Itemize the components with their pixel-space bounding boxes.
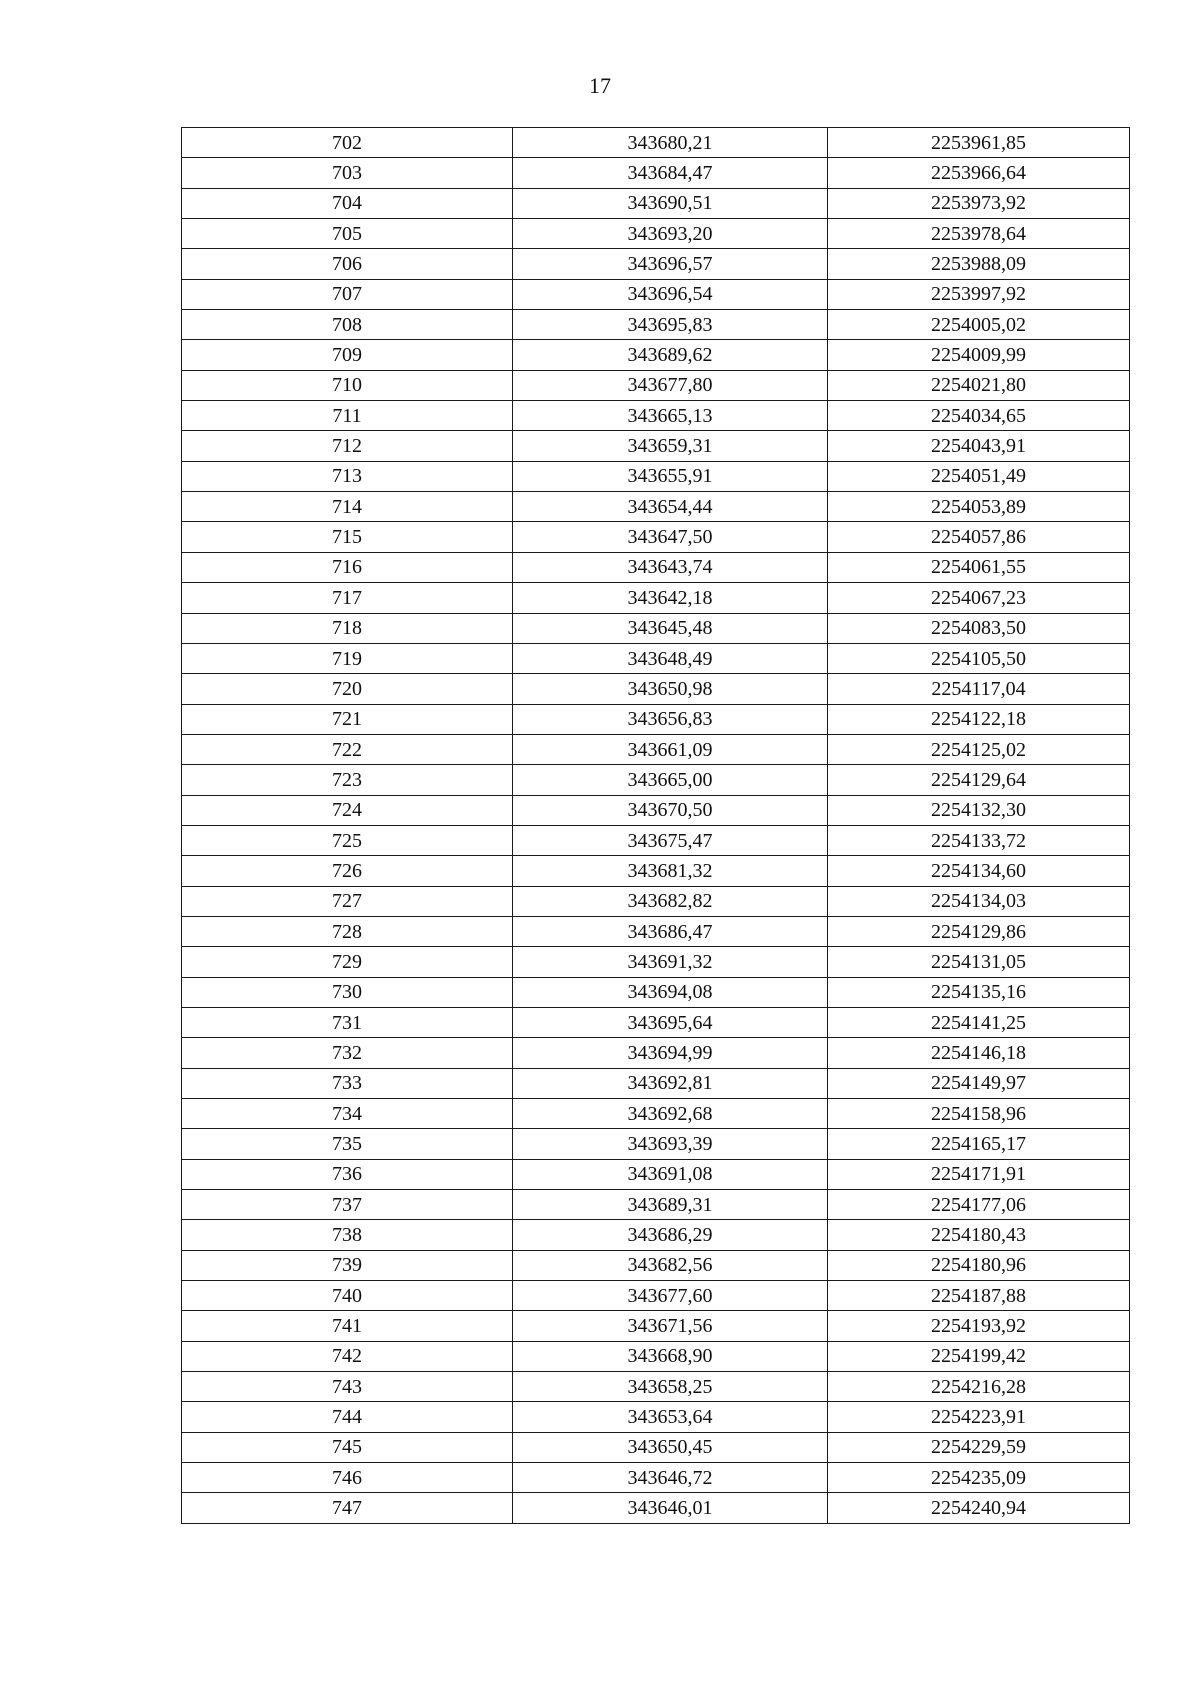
- y-coordinate-cell: 2254135,16: [828, 977, 1130, 1007]
- table-row: [182, 1402, 1130, 1432]
- x-coordinate-cell: 343658,25: [513, 1372, 828, 1402]
- y-coordinate-cell: 2253988,09: [828, 249, 1130, 279]
- table-row: [182, 856, 1130, 886]
- y-coordinate-cell: 2253961,85: [828, 128, 1130, 158]
- table-row: [182, 886, 1130, 916]
- table-row: [182, 249, 1130, 279]
- y-coordinate-cell: 2254180,96: [828, 1250, 1130, 1280]
- x-coordinate-cell: 343695,64: [513, 1007, 828, 1037]
- x-coordinate-cell: 343675,47: [513, 825, 828, 855]
- table-row: [182, 461, 1130, 491]
- y-coordinate-cell: 2254193,92: [828, 1311, 1130, 1341]
- coordinates-table-body: [182, 128, 1130, 1524]
- y-coordinate-cell: 2254223,91: [828, 1402, 1130, 1432]
- table-row: [182, 188, 1130, 218]
- y-coordinate-cell: 2254235,09: [828, 1463, 1130, 1493]
- x-coordinate-cell: 343693,39: [513, 1129, 828, 1159]
- x-coordinate-cell: 343696,54: [513, 279, 828, 309]
- point-number-cell: 703: [182, 158, 513, 188]
- x-coordinate-cell: 343680,21: [513, 128, 828, 158]
- y-coordinate-cell: 2254134,03: [828, 886, 1130, 916]
- point-number-cell: 731: [182, 1007, 513, 1037]
- point-number-cell: 719: [182, 643, 513, 673]
- table-row: [182, 1190, 1130, 1220]
- table-row: [182, 583, 1130, 613]
- table-row: [182, 1341, 1130, 1371]
- point-number-cell: 714: [182, 492, 513, 522]
- point-number-cell: 723: [182, 765, 513, 795]
- table-row: [182, 825, 1130, 855]
- point-number-cell: 736: [182, 1159, 513, 1189]
- y-coordinate-cell: 2254067,23: [828, 583, 1130, 613]
- x-coordinate-cell: 343646,01: [513, 1493, 828, 1523]
- table-row: [182, 401, 1130, 431]
- y-coordinate-cell: 2254125,02: [828, 734, 1130, 764]
- y-coordinate-cell: 2254177,06: [828, 1190, 1130, 1220]
- y-coordinate-cell: 2254134,60: [828, 856, 1130, 886]
- point-number-cell: 718: [182, 613, 513, 643]
- y-coordinate-cell: 2254105,50: [828, 643, 1130, 673]
- point-number-cell: 721: [182, 704, 513, 734]
- y-coordinate-cell: 2254146,18: [828, 1038, 1130, 1068]
- point-number-cell: 747: [182, 1493, 513, 1523]
- y-coordinate-cell: 2254132,30: [828, 795, 1130, 825]
- table-row: [182, 340, 1130, 370]
- x-coordinate-cell: 343677,60: [513, 1281, 828, 1311]
- point-number-cell: 733: [182, 1068, 513, 1098]
- x-coordinate-cell: 343691,08: [513, 1159, 828, 1189]
- y-coordinate-cell: 2254043,91: [828, 431, 1130, 461]
- x-coordinate-cell: 343659,31: [513, 431, 828, 461]
- x-coordinate-cell: 343681,32: [513, 856, 828, 886]
- y-coordinate-cell: 2254199,42: [828, 1341, 1130, 1371]
- y-coordinate-cell: 2254133,72: [828, 825, 1130, 855]
- x-coordinate-cell: 343648,49: [513, 643, 828, 673]
- point-number-cell: 727: [182, 886, 513, 916]
- y-coordinate-cell: 2254005,02: [828, 310, 1130, 340]
- table-row: [182, 158, 1130, 188]
- table-row: [182, 1432, 1130, 1462]
- table-row: [182, 1099, 1130, 1129]
- point-number-cell: 734: [182, 1099, 513, 1129]
- y-coordinate-cell: 2254057,86: [828, 522, 1130, 552]
- y-coordinate-cell: 2254180,43: [828, 1220, 1130, 1250]
- point-number-cell: 711: [182, 401, 513, 431]
- x-coordinate-cell: 343682,56: [513, 1250, 828, 1280]
- table-row: [182, 1129, 1130, 1159]
- y-coordinate-cell: 2254083,50: [828, 613, 1130, 643]
- x-coordinate-cell: 343654,44: [513, 492, 828, 522]
- x-coordinate-cell: 343671,56: [513, 1311, 828, 1341]
- x-coordinate-cell: 343686,29: [513, 1220, 828, 1250]
- y-coordinate-cell: 2254034,65: [828, 401, 1130, 431]
- point-number-cell: 729: [182, 947, 513, 977]
- x-coordinate-cell: 343642,18: [513, 583, 828, 613]
- point-number-cell: 716: [182, 552, 513, 582]
- x-coordinate-cell: 343647,50: [513, 522, 828, 552]
- point-number-cell: 715: [182, 522, 513, 552]
- table-row: [182, 370, 1130, 400]
- y-coordinate-cell: 2254141,25: [828, 1007, 1130, 1037]
- table-row: [182, 310, 1130, 340]
- table-row: [182, 1463, 1130, 1493]
- point-number-cell: 717: [182, 583, 513, 613]
- point-number-cell: 710: [182, 370, 513, 400]
- x-coordinate-cell: 343696,57: [513, 249, 828, 279]
- x-coordinate-cell: 343643,74: [513, 552, 828, 582]
- point-number-cell: 706: [182, 249, 513, 279]
- x-coordinate-cell: 343650,45: [513, 1432, 828, 1462]
- table-row: [182, 947, 1130, 977]
- table-row: [182, 704, 1130, 734]
- y-coordinate-cell: 2253978,64: [828, 219, 1130, 249]
- point-number-cell: 712: [182, 431, 513, 461]
- point-number-cell: 739: [182, 1250, 513, 1280]
- x-coordinate-cell: 343661,09: [513, 734, 828, 764]
- x-coordinate-cell: 343665,00: [513, 765, 828, 795]
- x-coordinate-cell: 343693,20: [513, 219, 828, 249]
- table-row: [182, 734, 1130, 764]
- point-number-cell: 744: [182, 1402, 513, 1432]
- x-coordinate-cell: 343646,72: [513, 1463, 828, 1493]
- x-coordinate-cell: 343665,13: [513, 401, 828, 431]
- y-coordinate-cell: 2254240,94: [828, 1493, 1130, 1523]
- table-row: [182, 643, 1130, 673]
- x-coordinate-cell: 343645,48: [513, 613, 828, 643]
- table-row: [182, 977, 1130, 1007]
- table-row: [182, 1159, 1130, 1189]
- table-row: [182, 795, 1130, 825]
- x-coordinate-cell: 343695,83: [513, 310, 828, 340]
- point-number-cell: 726: [182, 856, 513, 886]
- x-coordinate-cell: 343677,80: [513, 370, 828, 400]
- y-coordinate-cell: 2254061,55: [828, 552, 1130, 582]
- point-number-cell: 735: [182, 1129, 513, 1159]
- point-number-cell: 722: [182, 734, 513, 764]
- table-row: [182, 1493, 1130, 1523]
- x-coordinate-cell: 343650,98: [513, 674, 828, 704]
- point-number-cell: 707: [182, 279, 513, 309]
- point-number-cell: 720: [182, 674, 513, 704]
- table-row: [182, 492, 1130, 522]
- table-row: [182, 1007, 1130, 1037]
- table-row: [182, 1250, 1130, 1280]
- table-row: [182, 522, 1130, 552]
- table-row: [182, 1372, 1130, 1402]
- y-coordinate-cell: 2254149,97: [828, 1068, 1130, 1098]
- table-row: [182, 279, 1130, 309]
- y-coordinate-cell: 2254129,86: [828, 916, 1130, 946]
- y-coordinate-cell: 2253973,92: [828, 188, 1130, 218]
- x-coordinate-cell: 343653,64: [513, 1402, 828, 1432]
- y-coordinate-cell: 2254158,96: [828, 1099, 1130, 1129]
- point-number-cell: 741: [182, 1311, 513, 1341]
- x-coordinate-cell: 343694,08: [513, 977, 828, 1007]
- table-row: [182, 674, 1130, 704]
- table-row: [182, 1038, 1130, 1068]
- point-number-cell: 737: [182, 1190, 513, 1220]
- point-number-cell: 730: [182, 977, 513, 1007]
- y-coordinate-cell: 2254053,89: [828, 492, 1130, 522]
- x-coordinate-cell: 343668,90: [513, 1341, 828, 1371]
- y-coordinate-cell: 2254129,64: [828, 765, 1130, 795]
- point-number-cell: 746: [182, 1463, 513, 1493]
- x-coordinate-cell: 343689,31: [513, 1190, 828, 1220]
- point-number-cell: 732: [182, 1038, 513, 1068]
- point-number-cell: 702: [182, 128, 513, 158]
- table-row: [182, 431, 1130, 461]
- y-coordinate-cell: 2254117,04: [828, 674, 1130, 704]
- x-coordinate-cell: 343686,47: [513, 916, 828, 946]
- y-coordinate-cell: 2254171,91: [828, 1159, 1130, 1189]
- y-coordinate-cell: 2254051,49: [828, 461, 1130, 491]
- table-row: [182, 1311, 1130, 1341]
- table-row: [182, 1281, 1130, 1311]
- y-coordinate-cell: 2254122,18: [828, 704, 1130, 734]
- point-number-cell: 704: [182, 188, 513, 218]
- table-row: [182, 552, 1130, 582]
- table-row: [182, 765, 1130, 795]
- point-number-cell: 708: [182, 310, 513, 340]
- x-coordinate-cell: 343670,50: [513, 795, 828, 825]
- point-number-cell: 713: [182, 461, 513, 491]
- point-number-cell: 738: [182, 1220, 513, 1250]
- point-number-cell: 705: [182, 219, 513, 249]
- point-number-cell: 740: [182, 1281, 513, 1311]
- x-coordinate-cell: 343655,91: [513, 461, 828, 491]
- page-number: 17: [589, 73, 611, 98]
- table-row: [182, 128, 1130, 158]
- x-coordinate-cell: 343682,82: [513, 886, 828, 916]
- y-coordinate-cell: 2253966,64: [828, 158, 1130, 188]
- y-coordinate-cell: 2254009,99: [828, 340, 1130, 370]
- table-row: [182, 1220, 1130, 1250]
- point-number-cell: 724: [182, 795, 513, 825]
- table-row: [182, 219, 1130, 249]
- y-coordinate-cell: 2253997,92: [828, 279, 1130, 309]
- point-number-cell: 743: [182, 1372, 513, 1402]
- y-coordinate-cell: 2254165,17: [828, 1129, 1130, 1159]
- point-number-cell: 745: [182, 1432, 513, 1462]
- table-row: [182, 613, 1130, 643]
- table-row: [182, 1068, 1130, 1098]
- point-number-cell: 709: [182, 340, 513, 370]
- y-coordinate-cell: 2254229,59: [828, 1432, 1130, 1462]
- x-coordinate-cell: 343691,32: [513, 947, 828, 977]
- x-coordinate-cell: 343690,51: [513, 188, 828, 218]
- x-coordinate-cell: 343684,47: [513, 158, 828, 188]
- y-coordinate-cell: 2254021,80: [828, 370, 1130, 400]
- table-row: [182, 916, 1130, 946]
- x-coordinate-cell: 343689,62: [513, 340, 828, 370]
- point-number-cell: 725: [182, 825, 513, 855]
- y-coordinate-cell: 2254131,05: [828, 947, 1130, 977]
- y-coordinate-cell: 2254216,28: [828, 1372, 1130, 1402]
- coordinates-table: [181, 127, 1130, 1524]
- x-coordinate-cell: 343694,99: [513, 1038, 828, 1068]
- x-coordinate-cell: 343692,81: [513, 1068, 828, 1098]
- point-number-cell: 742: [182, 1341, 513, 1371]
- x-coordinate-cell: 343656,83: [513, 704, 828, 734]
- y-coordinate-cell: 2254187,88: [828, 1281, 1130, 1311]
- x-coordinate-cell: 343692,68: [513, 1099, 828, 1129]
- point-number-cell: 728: [182, 916, 513, 946]
